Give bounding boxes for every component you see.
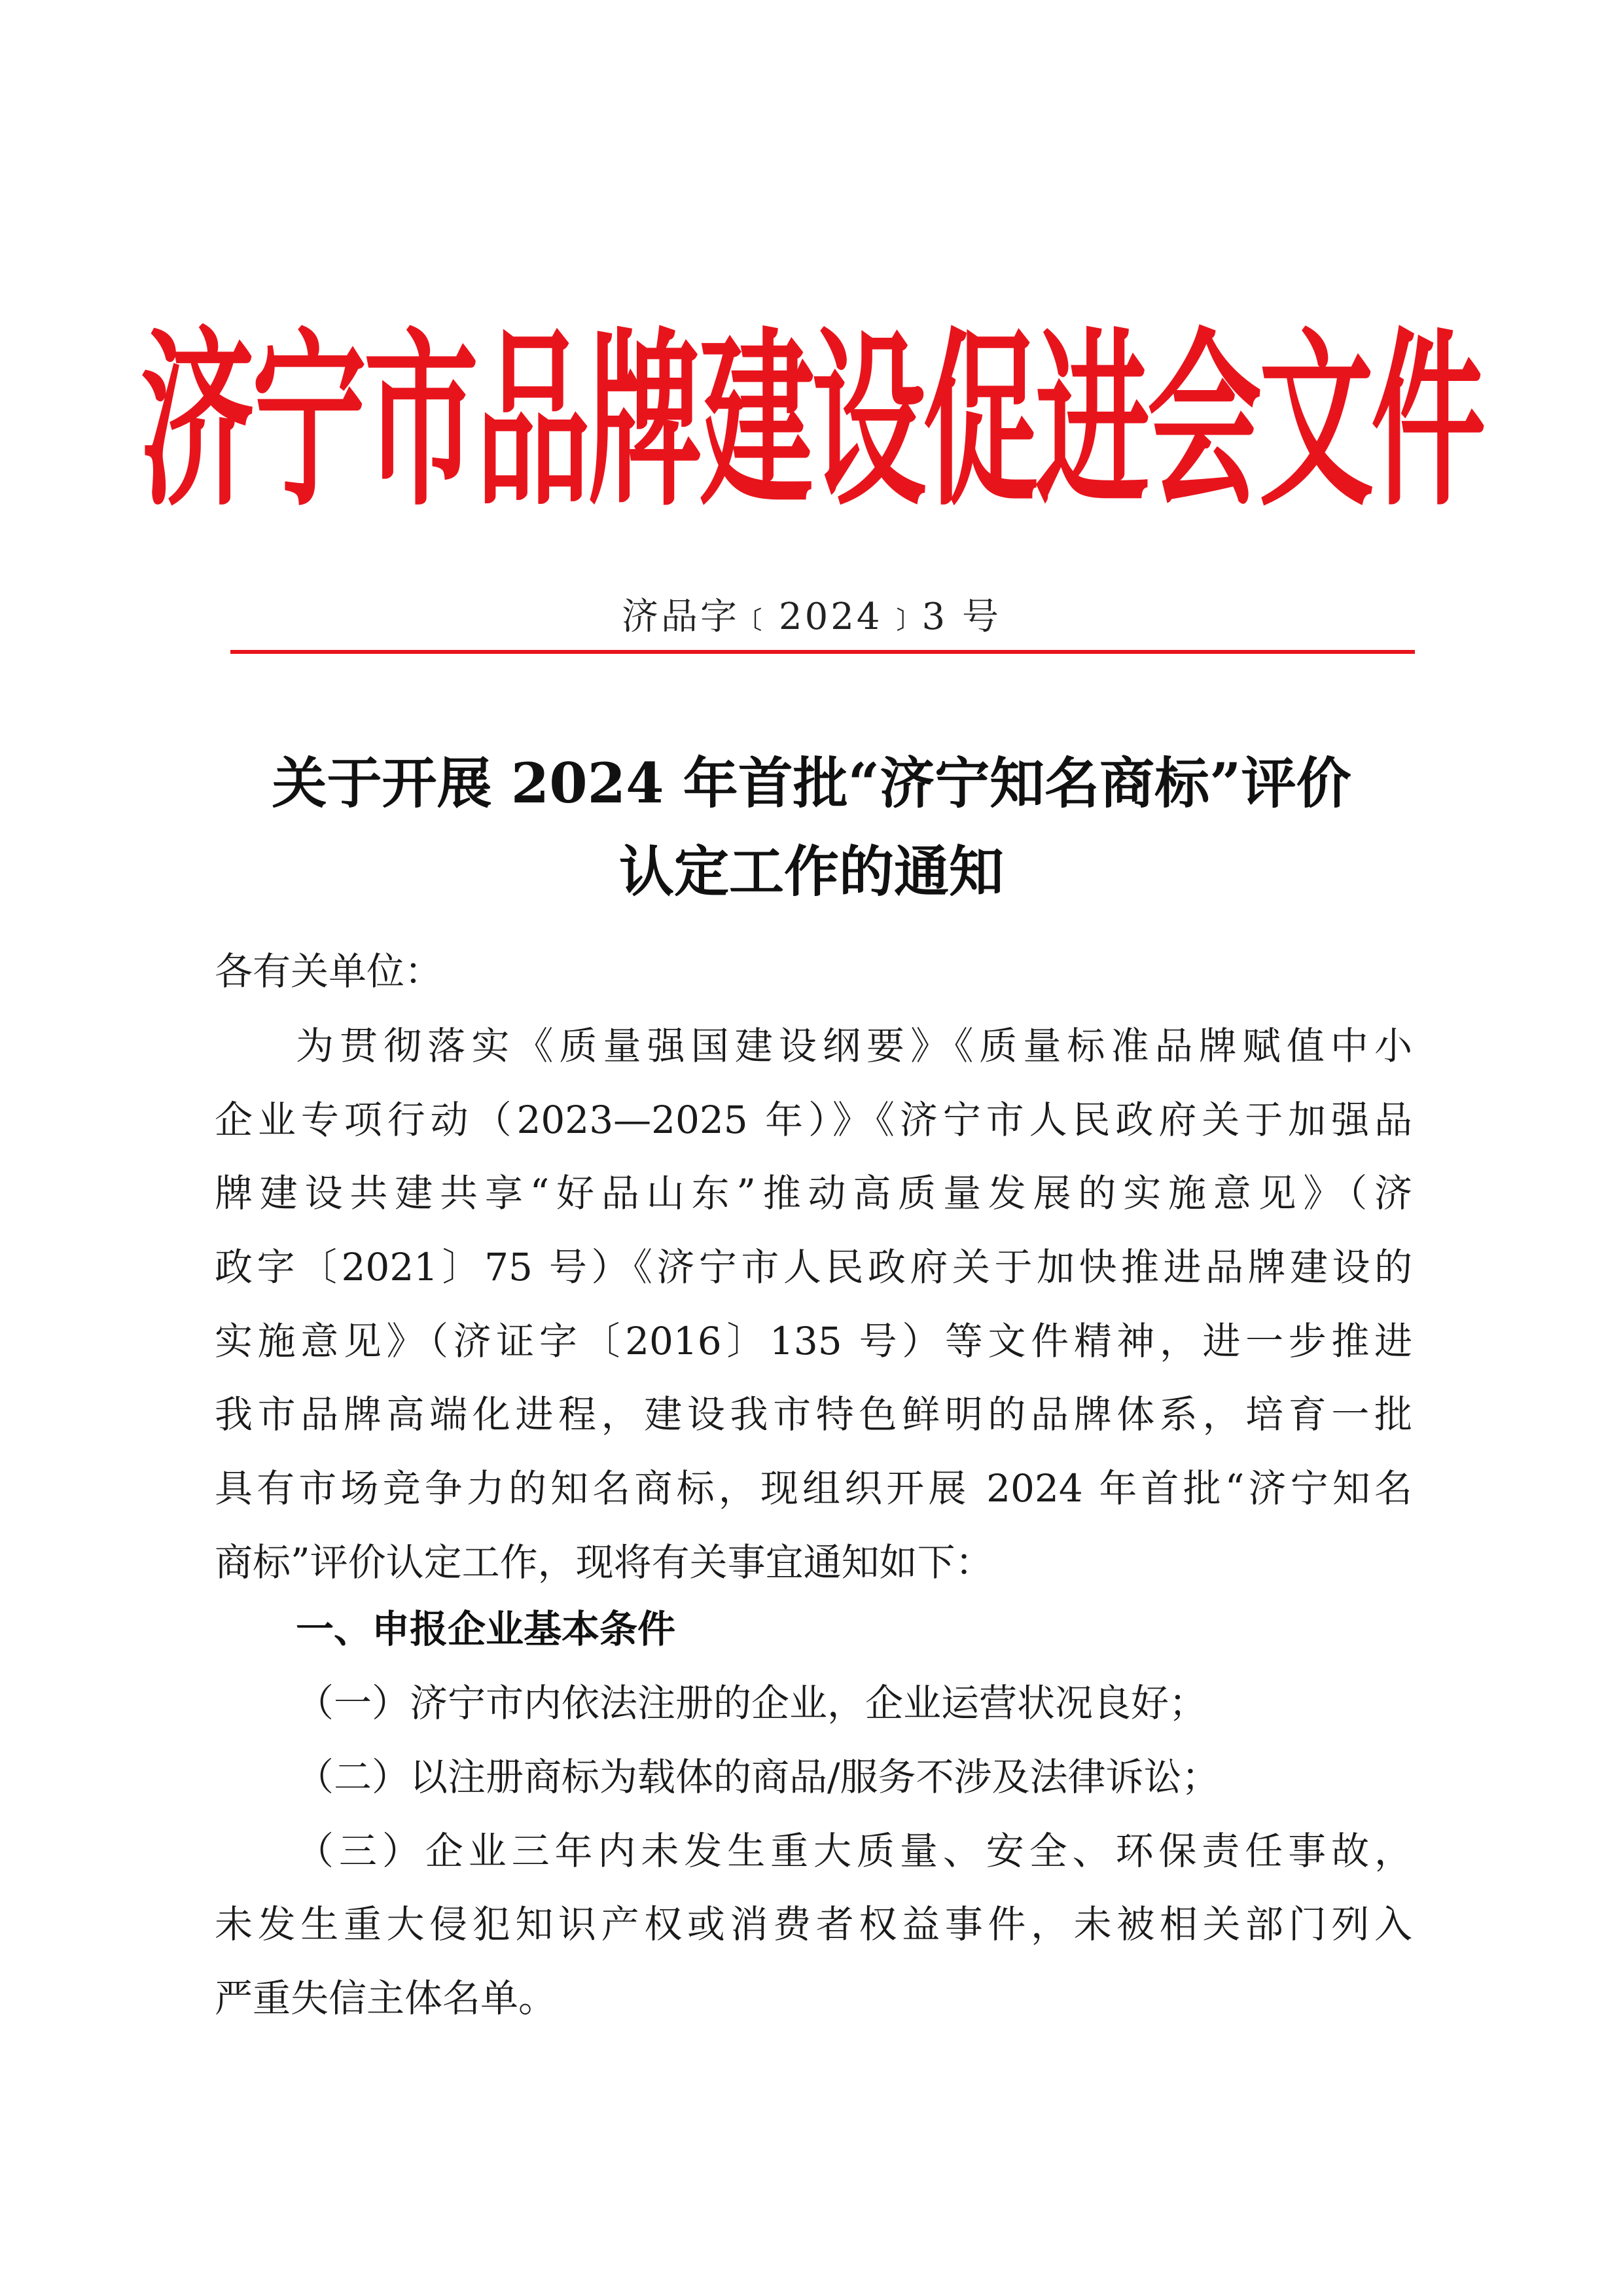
red-divider-rule (230, 650, 1415, 654)
intro-line: 具有市场竞争力的知名商标，现组织开展 2024 年首批“济宁知名 (215, 1466, 1412, 1511)
intro-line: 商标”评价认定工作，现将有关事宜通知如下： (215, 1540, 993, 1585)
org-header-title: 济宁市品牌建设促进会文件 (140, 312, 1483, 532)
intro-line: 实施意见》（济证字〔2016〕135 号）等文件精神，进一步推进 (215, 1319, 1412, 1363)
notice-title-line-2: 认定工作的通知 (618, 839, 1004, 904)
condition-item: （二）以注册商标为载体的商品/服务不涉及法律诉讼； (296, 1755, 1220, 1799)
intro-line: 政字〔2021〕75 号）《济宁市人民政府关于加快推进品牌建设的 (215, 1245, 1412, 1289)
intro-line: 牌建设共建共享“好品山东”推动高质量发展的实施意见》（济 (215, 1171, 1412, 1215)
salutation: 各有关单位： (215, 949, 443, 994)
intro-line: 为贯彻落实《质量强国建设纲要》《质量标准品牌赋值中小 (296, 1024, 1412, 1068)
intro-line: 企业专项行动（2023—2025 年）》《济宁市人民政府关于加强品 (215, 1098, 1412, 1142)
intro-line: 我市品牌高端化进程，建设我市特色鲜明的品牌体系，培育一批 (215, 1392, 1412, 1437)
condition-item-continued: 严重失信主体名单。 (215, 1976, 557, 2020)
condition-item: （一）济宁市内依法注册的企业，企业运营状况良好； (296, 1681, 1207, 1725)
condition-item: （三）企业三年内未发生重大质量、安全、环保责任事故， (296, 1829, 1412, 1873)
notice-title-line-1: 关于开展 2024 年首批“济宁知名商标”评价 (272, 751, 1351, 816)
document-number: 济品字﹝2024﹞3 号 (622, 596, 1001, 638)
section-heading-1: 一、申报企业基本条件 (296, 1607, 676, 1651)
condition-item-continued: 未发生重大侵犯知识产权或消费者权益事件，未被相关部门列入 (215, 1902, 1412, 1946)
